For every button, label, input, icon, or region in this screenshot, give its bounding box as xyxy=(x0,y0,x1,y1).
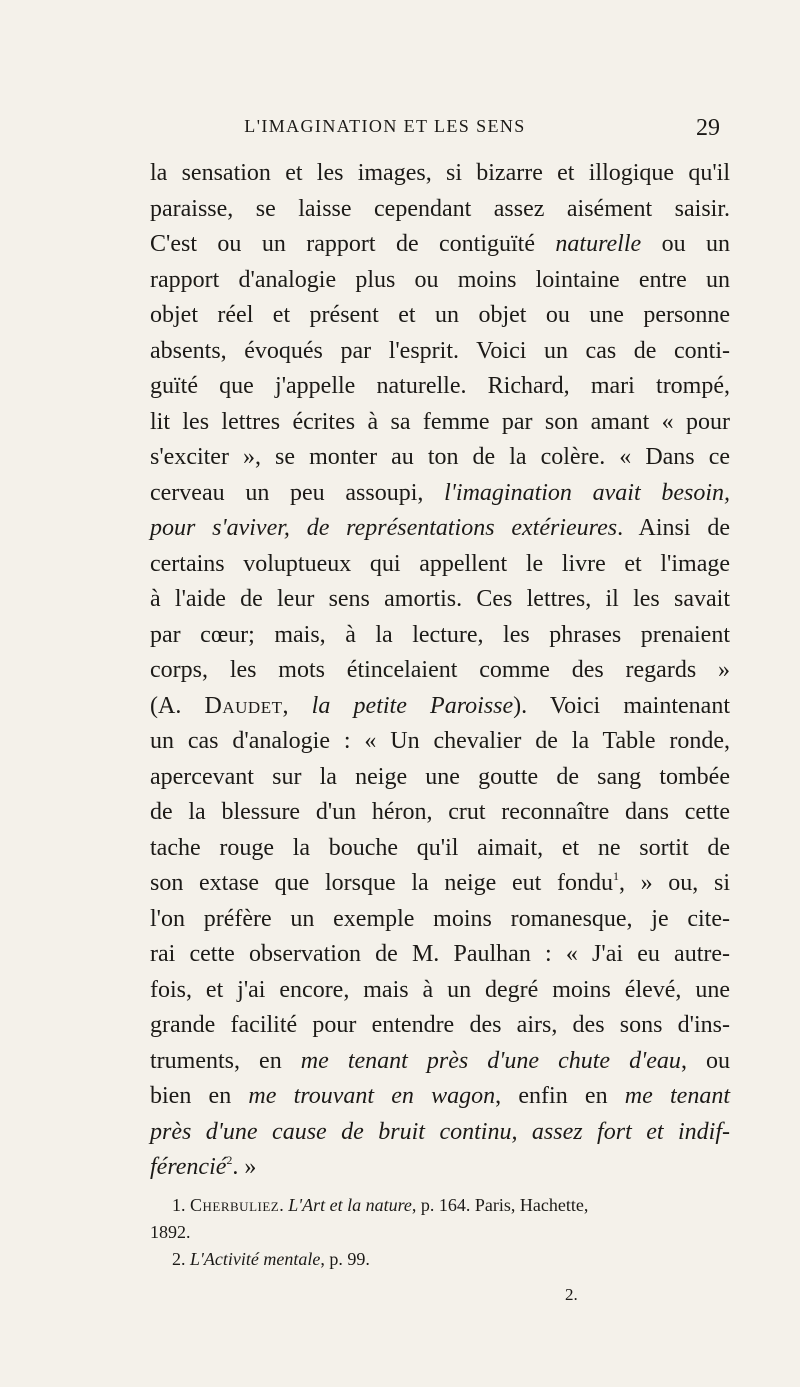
footnotes xyxy=(150,1192,730,1273)
text-line-4: rapport d'analogie plus ou moins lointaine entre un xyxy=(150,266,730,293)
text-line-5: objet réel et présent et un objet ou une personne xyxy=(150,302,730,328)
text-line-1: la sensation et les images, si bizarre et illogique qu'il xyxy=(150,160,730,186)
footnote-ref-2: 2 xyxy=(226,1153,233,1167)
text-line-27: bien en me trouvant en wagon, enfin en me tenant xyxy=(150,1083,730,1109)
footnote-2: 2. L'Activité mentale, p. 99. xyxy=(172,1249,370,1269)
running-head xyxy=(160,116,720,150)
text-line-29: férencié$^2$. » xyxy=(150,1153,257,1180)
text-line-28: près d'une cause de bruit continu, assez fort et indif- xyxy=(150,1118,730,1145)
text-line-21: son extase que lorsque la neige eut fondu$^1$, » ou, si xyxy=(150,869,730,896)
text-line-15: corps, les mots étincelaient comme des regards » xyxy=(150,657,730,683)
text-line-2: paraisse, se laisse cependant assez aisément saisir. xyxy=(150,195,730,222)
text-line-11: pour s'aviver, de représentations extérieures. Ainsi de xyxy=(150,515,730,541)
text-line-25: grande facilité pour entendre des airs, des sons d'ins- xyxy=(150,1012,730,1038)
text-line-13: à l'aide de leur sens amortis. Ces lettres, il les savait xyxy=(150,586,730,612)
text-line-8: lit les lettres écrites à sa femme par son amant « pour xyxy=(150,408,730,435)
text-line-17: un cas d'analogie : « Un chevalier de la Table ronde, xyxy=(150,728,730,754)
text-line-22: l'on préfère un exemple moins romanesque, je cite- xyxy=(150,905,730,932)
text-line-6: absents, évoqués par l'esprit. Voici un cas de conti- xyxy=(150,337,730,364)
main-paragraph xyxy=(150,156,730,1186)
text-line-7: guïté que j'appelle naturelle. Richard, mari trompé, xyxy=(150,373,730,399)
text-line-9: s'exciter », se monter au ton de la colère. « Dans ce xyxy=(150,444,730,470)
text-line-26: truments, en me tenant près d'une chute d'eau, ou xyxy=(150,1047,730,1074)
signature-mark: 2. xyxy=(565,1285,578,1304)
text-line-20: tache rouge la bouche qu'il aimait, et ne sortit de xyxy=(150,834,730,861)
text-line-18: apercevant sur la neige une goutte de sang tombée xyxy=(150,763,730,790)
text-line-16: (A. Daudet, la petite Paroisse). Voici maintenant xyxy=(150,692,730,719)
footnote-1: 1. Cherbuliez. L'Art et la nature, p. 164. Paris, Hachette, xyxy=(172,1195,589,1215)
text-line-19: de la blessure d'un héron, crut reconnaître dans cette xyxy=(150,799,730,825)
text-line-24: fois, et j'ai encore, mais à un degré moins élevé, une xyxy=(150,976,730,1003)
page-number: 29 xyxy=(696,115,720,141)
text-line-3: C'est ou un rapport de contiguïté naturelle ou un xyxy=(150,231,730,257)
footnote-ref-1: 1 xyxy=(612,869,619,883)
running-title: L'IMAGINATION ET LES SENS xyxy=(244,116,526,136)
text-line-14: par cœur; mais, à la lecture, les phrases prenaient xyxy=(150,621,730,648)
text-line-12: certains voluptueux qui appellent le livre et l'image xyxy=(150,550,730,577)
text-line-10: cerveau un peu assoupi, l'imagination avait besoin, xyxy=(150,479,730,506)
text-line-23: rai cette observation de M. Paulhan : « J'ai eu autre- xyxy=(150,941,730,967)
footnote-1-continued: 1892. xyxy=(150,1222,191,1242)
